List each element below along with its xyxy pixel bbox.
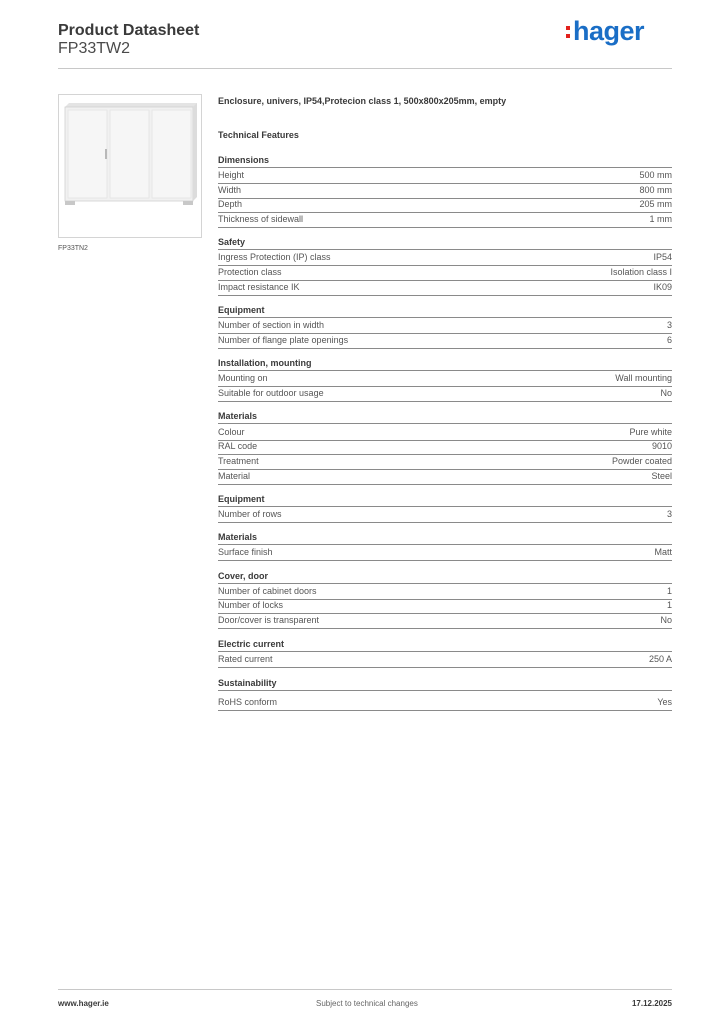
image-caption: FP33TN2 [58, 245, 88, 252]
product-code: FP33TW2 [58, 40, 131, 57]
spec-value: IK09 [653, 282, 672, 292]
spec-row [218, 214, 672, 228]
technical-features-heading: Technical Features [218, 130, 299, 140]
spec-value: 3 [666, 320, 672, 330]
footer-date: 17.12.2025 [631, 999, 672, 1008]
spec-label: Width [218, 185, 242, 195]
spec-label: Impact resistance IK [218, 282, 300, 292]
spec-label: Door/cover is transparent [218, 615, 320, 625]
product-image-frame [58, 94, 202, 238]
footer-divider [58, 989, 672, 990]
spec-row [218, 388, 672, 402]
spec-row [218, 547, 672, 561]
logo-dots-icon [566, 26, 570, 38]
section-title-dimensions: Dimensions [218, 155, 672, 168]
spec-value: 250 A [648, 654, 672, 664]
section-title-cover-door: Cover, door [218, 571, 672, 584]
spec-label: Number of cabinet doors [218, 586, 317, 596]
spec-label: Number of flange plate openings [218, 335, 349, 345]
header-divider [58, 68, 672, 69]
document-title: Product Datasheet [58, 22, 200, 39]
spec-label: Suitable for outdoor usage [218, 388, 324, 398]
section-title-sustainability: Sustainability [218, 678, 672, 691]
spec-row [218, 441, 672, 455]
spec-row [218, 320, 672, 334]
spec-label: RAL code [218, 441, 258, 451]
spec-value: 800 mm [639, 185, 672, 195]
spec-row [218, 282, 672, 296]
spec-row [218, 267, 672, 281]
spec-label: Treatment [218, 456, 259, 466]
section-title-installation: Installation, mounting [218, 358, 672, 371]
spec-label: Material [218, 471, 251, 481]
spec-value: Matt [654, 547, 672, 557]
spec-row [218, 170, 672, 184]
spec-row [218, 335, 672, 349]
spec-value: Wall mounting [615, 373, 672, 383]
spec-value: 1 [666, 586, 672, 596]
spec-row [218, 199, 672, 213]
spec-label: Number of section in width [218, 320, 325, 330]
spec-row [218, 615, 672, 629]
spec-value: 1 [666, 600, 672, 610]
spec-value: Steel [651, 471, 672, 481]
product-description: Enclosure, univers, IP54,Protecion class 1, 500x800x205mm, empty [218, 96, 507, 106]
spec-value: 500 mm [639, 170, 672, 180]
spec-value: Pure white [629, 427, 672, 437]
spec-label: Height [218, 170, 245, 180]
spec-value: 1 mm [649, 214, 672, 224]
spec-value: 6 [666, 335, 672, 345]
section-title-safety: Safety [218, 237, 672, 250]
spec-label: Depth [218, 199, 243, 209]
spec-row [218, 252, 672, 266]
enclosure-cabinet-image [63, 101, 197, 211]
section-title-materials: Materials [218, 411, 672, 424]
spec-value: No [660, 615, 672, 625]
spec-label: Thickness of sidewall [218, 214, 304, 224]
spec-label: Number of locks [218, 600, 284, 610]
section-title-materials-2: Materials [218, 532, 672, 545]
spec-row [218, 471, 672, 485]
spec-row [218, 427, 672, 441]
spec-value: 3 [666, 509, 672, 519]
spec-label: Ingress Protection (IP) class [218, 252, 331, 262]
spec-value: No [660, 388, 672, 398]
footer-notice: Subject to technical changes [316, 999, 418, 1008]
spec-row [218, 509, 672, 523]
spec-value: IP54 [653, 252, 672, 262]
spec-label: Surface finish [218, 547, 273, 557]
spec-label: Number of rows [218, 509, 282, 519]
spec-row [218, 586, 672, 600]
footer-website-link[interactable]: www.hager.ie [58, 999, 109, 1008]
spec-label: Mounting on [218, 373, 268, 383]
spec-value: 9010 [651, 441, 672, 451]
spec-row [218, 654, 672, 668]
spec-row [218, 600, 672, 614]
spec-row [218, 456, 672, 470]
logo-text: hager [573, 16, 645, 46]
hager-logo[interactable] [566, 16, 644, 47]
spec-value: 205 mm [639, 199, 672, 209]
spec-label: Rated current [218, 654, 273, 664]
spec-value: Yes [657, 697, 672, 707]
spec-label: Colour [218, 427, 245, 437]
spec-row [218, 373, 672, 387]
spec-value: Powder coated [611, 456, 672, 466]
section-title-equipment: Equipment [218, 305, 672, 318]
spec-label: RoHS conform [218, 697, 278, 707]
spec-label: Protection class [218, 267, 282, 277]
section-title-electric-current: Electric current [218, 639, 672, 652]
spec-row [218, 185, 672, 199]
spec-value: Isolation class I [610, 267, 672, 277]
spec-row [218, 697, 672, 711]
section-title-equipment-2: Equipment [218, 494, 672, 507]
